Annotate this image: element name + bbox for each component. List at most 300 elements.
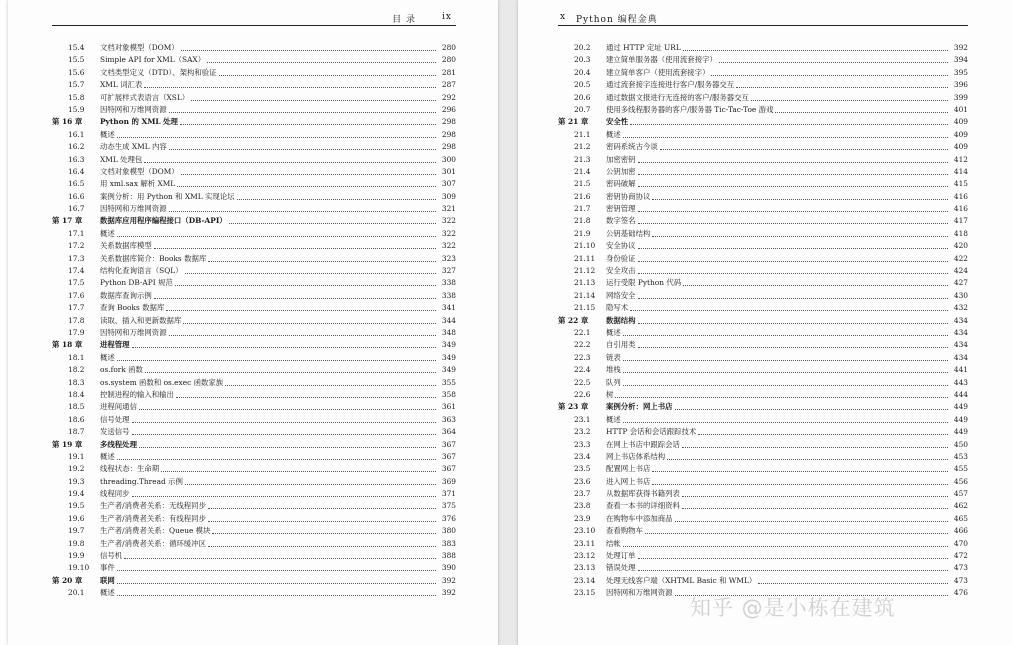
- toc-entry-title: 在购物车中添加商品: [606, 513, 673, 523]
- toc-leader-dots: [132, 339, 436, 348]
- toc-entry-page: 392: [953, 43, 968, 52]
- toc-leader-dots: [169, 141, 436, 150]
- right-header-page-number: x: [560, 12, 567, 22]
- toc-entry-page: 322: [441, 228, 456, 238]
- toc-leader-dots: [683, 277, 948, 286]
- toc-entry-page: 298: [441, 117, 456, 127]
- right-header-title: Python 编程金典: [576, 15, 658, 25]
- toc-section-entry: [558, 525, 968, 537]
- toc-leader-dots: [229, 215, 436, 224]
- toc-entry-title: 概述: [606, 327, 621, 337]
- toc-leader-dots: [675, 513, 948, 522]
- toc-section-entry: [558, 513, 968, 525]
- toc-leader-dots: [181, 166, 436, 175]
- toc-entry-title: 网络安全: [606, 290, 636, 300]
- toc-section-entry: [52, 67, 456, 79]
- toc-entry-page: 456: [953, 476, 968, 486]
- toc-chapter-entry: [558, 315, 968, 327]
- toc-entry-number: 19.5: [68, 501, 85, 511]
- toc-leader-dots: [169, 203, 436, 212]
- toc-entry-number: 16.2: [68, 142, 85, 152]
- toc-entry-number: 19.8: [68, 538, 85, 548]
- toc-entry-number: 21.8: [574, 216, 591, 226]
- toc-leader-dots: [191, 92, 436, 101]
- left-header-title: 目 录: [392, 15, 416, 25]
- toc-entry-number: 19.1: [68, 451, 85, 461]
- toc-entry-title: os.fork 函数: [100, 365, 143, 375]
- toc-entry-title: 生产者/消费者关系：Queue 模块: [100, 526, 211, 536]
- toc-entry-page: 322: [441, 241, 456, 251]
- toc-leader-dots: [208, 513, 436, 522]
- toc-entry-title: 文档对象模型（DOM）: [100, 166, 179, 176]
- toc-entry-title: 信号机: [100, 551, 123, 561]
- toc-entry-page: 444: [953, 389, 968, 399]
- toc-entry-page: 443: [953, 377, 968, 387]
- toc-entry-page: 409: [953, 117, 968, 127]
- toc-entry-number: 21.2: [574, 142, 591, 152]
- toc-leader-dots: [719, 54, 948, 63]
- toc-entry-number: 21.6: [574, 191, 591, 201]
- toc-entry-page: 392: [441, 575, 456, 585]
- toc-entry-title: 案例分析：用 Python 和 XML 实现论坛: [100, 191, 235, 201]
- toc-leader-dots: [166, 302, 436, 311]
- toc-entry-page: 414: [953, 166, 968, 176]
- toc-entry-number: 19.9: [68, 551, 85, 561]
- toc-entry-title: 生产者/消费者关系：无线程同步: [100, 501, 206, 511]
- toc-entry-title: 网上书店体系结构: [606, 451, 666, 461]
- toc-section-entry: [52, 79, 456, 91]
- toc-entry-number: 20.6: [574, 92, 591, 102]
- toc-entry-page: 476: [953, 588, 968, 598]
- toc-entry-title: 密码破解: [606, 179, 636, 189]
- toc-leader-dots: [169, 104, 436, 113]
- toc-section-entry: [52, 463, 456, 475]
- toc-entry-title: 因特网和万维网资源: [100, 104, 167, 114]
- toc-leader-dots: [623, 414, 948, 423]
- toc-entry-page: 327: [441, 266, 456, 276]
- toc-entry-number: 22.4: [574, 365, 591, 375]
- toc-entry-number: 18.5: [68, 402, 85, 412]
- toc-section-entry: [52, 203, 456, 215]
- toc-section-entry: [52, 290, 456, 302]
- toc-section-entry: [558, 562, 968, 574]
- toc-entry-page: 430: [953, 290, 968, 300]
- toc-leader-dots: [161, 463, 436, 472]
- toc-section-entry: [558, 129, 968, 141]
- toc-leader-dots: [652, 463, 948, 472]
- toc-leader-dots: [652, 228, 948, 237]
- toc-entry-number: 22.6: [574, 389, 591, 399]
- toc-section-entry: [558, 277, 968, 289]
- toc-section-entry: [52, 513, 456, 525]
- toc-entry-page: 280: [441, 43, 456, 52]
- toc-entry-title: 案例分析：网上书店: [606, 402, 673, 412]
- toc-entry-page: 453: [953, 451, 968, 461]
- toc-leader-dots: [682, 439, 948, 448]
- toc-entry-page: 434: [953, 327, 968, 337]
- toc-leader-dots: [207, 54, 436, 63]
- right-page: [518, 0, 1013, 645]
- toc-entry-page: 349: [441, 352, 456, 362]
- toc-leader-dots: [208, 538, 436, 547]
- toc-entry-number: 19.4: [68, 489, 85, 499]
- toc-leader-dots: [117, 228, 436, 237]
- toc-entry-page: 470: [953, 538, 968, 548]
- toc-leader-dots: [660, 141, 948, 150]
- toc-entry-page: 422: [953, 253, 968, 263]
- right-toc-list: [558, 42, 968, 600]
- toc-entry-page: 371: [441, 489, 456, 499]
- toc-entry-title: 树: [606, 389, 614, 399]
- toc-leader-dots: [177, 178, 436, 187]
- toc-section-entry: [52, 352, 456, 364]
- toc-leader-dots: [638, 562, 948, 571]
- toc-entry-title: XML 处理包: [100, 154, 143, 164]
- toc-entry-page: 449: [953, 414, 968, 424]
- toc-entry-title: 事件: [100, 563, 115, 573]
- toc-entry-title: 通过数据文报进行无连接的客户/服务器交互: [606, 92, 749, 102]
- toc-entry-title: 密钥管理: [606, 204, 636, 214]
- toc-leader-dots: [630, 302, 948, 311]
- toc-entry-title: 查看购物车: [606, 526, 643, 536]
- toc-leader-dots: [638, 240, 948, 249]
- toc-leader-dots: [117, 129, 436, 138]
- toc-entry-page: 412: [953, 154, 968, 164]
- toc-section-entry: [558, 476, 968, 488]
- toc-entry-title: 概述: [100, 451, 115, 461]
- toc-entry-number: 16.4: [68, 166, 85, 176]
- toc-entry-title: 从数据库获得书籍列表: [606, 489, 680, 499]
- toc-entry-number: 22.2: [574, 340, 591, 350]
- toc-leader-dots: [132, 414, 436, 423]
- toc-entry-page: 369: [441, 476, 456, 486]
- toc-entry-page: 401: [953, 104, 968, 114]
- toc-entry-number: 第 22 章: [558, 315, 589, 325]
- toc-entry-title: 概述: [606, 129, 621, 139]
- toc-leader-dots: [132, 426, 436, 435]
- toc-entry-title: 发送信号: [100, 427, 130, 437]
- toc-leader-dots: [208, 500, 436, 509]
- toc-section-entry: [558, 228, 968, 240]
- toc-entry-number: 20.5: [574, 80, 591, 90]
- toc-entry-number: 第 16 章: [52, 117, 83, 127]
- toc-entry-number: 16.7: [68, 204, 85, 214]
- toc-entry-number: 18.7: [68, 427, 85, 437]
- toc-leader-dots: [638, 290, 948, 299]
- toc-entry-page: 449: [953, 402, 968, 412]
- toc-entry-title: os.system 函数和 os.exec 函数家族: [100, 377, 224, 387]
- toc-section-entry: [558, 154, 968, 166]
- toc-section-entry: [558, 253, 968, 265]
- toc-section-entry: [52, 315, 456, 327]
- toc-section-entry: [52, 550, 456, 562]
- toc-entry-number: 23.4: [574, 451, 591, 461]
- toc-section-entry: [52, 178, 456, 190]
- toc-leader-dots: [775, 104, 948, 113]
- toc-leader-dots: [638, 203, 948, 212]
- toc-entry-title: 线程状态：生命期: [100, 464, 160, 474]
- toc-section-entry: [52, 277, 456, 289]
- toc-entry-page: 409: [953, 129, 968, 139]
- toc-leader-dots: [183, 315, 436, 324]
- toc-entry-page: 449: [953, 427, 968, 437]
- toc-entry-number: 第 17 章: [52, 216, 83, 226]
- toc-entry-title: Python 的 XML 处理: [100, 117, 178, 127]
- toc-entry-title: 概述: [100, 588, 115, 598]
- toc-leader-dots: [180, 116, 436, 125]
- toc-entry-number: 17.9: [68, 327, 85, 337]
- toc-entry-number: 19.3: [68, 476, 85, 486]
- toc-leader-dots: [675, 401, 948, 410]
- toc-leader-dots: [638, 550, 948, 559]
- toc-entry-title: 处理无线客户端（XHTML Basic 和 WML）: [606, 575, 757, 585]
- toc-leader-dots: [638, 166, 948, 175]
- toc-entry-page: 466: [953, 526, 968, 536]
- toc-entry-number: 21.15: [574, 303, 596, 313]
- toc-entry-title: 进程管理: [100, 340, 130, 350]
- toc-chapter-entry: [52, 439, 456, 451]
- toc-entry-title: XML 词汇表: [100, 80, 143, 90]
- toc-section-entry: [558, 302, 968, 314]
- toc-entry-number: 17.6: [68, 290, 85, 300]
- toc-entry-number: 15.6: [68, 67, 85, 77]
- toc-leader-dots: [169, 327, 436, 336]
- toc-entry-page: 341: [441, 303, 456, 313]
- toc-entry-number: 20.2: [574, 43, 591, 52]
- toc-section-entry: [558, 54, 968, 66]
- toc-entry-title: 进程间通信: [100, 402, 137, 412]
- toc-entry-number: 23.15: [574, 588, 596, 598]
- toc-entry-page: 348: [441, 327, 456, 337]
- toc-entry-title: 生产者/消费者关系：循环缓冲区: [100, 538, 206, 548]
- toc-entry-number: 19.2: [68, 464, 85, 474]
- toc-chapter-entry: [52, 116, 456, 128]
- left-page-header: [52, 10, 456, 26]
- toc-leader-dots: [132, 488, 436, 497]
- left-header-page-number: ix: [442, 12, 452, 22]
- toc-section-entry: [558, 463, 968, 475]
- toc-leader-dots: [154, 290, 436, 299]
- toc-entry-page: 307: [441, 179, 456, 189]
- toc-entry-title: 文档类型定义（DTD）、架构和验证: [100, 67, 217, 77]
- toc-entry-page: 338: [441, 278, 456, 288]
- toc-entry-title: 自引用类: [606, 340, 636, 350]
- toc-section-entry: [558, 389, 968, 401]
- toc-entry-page: 375: [441, 501, 456, 511]
- toc-leader-dots: [652, 476, 948, 485]
- toc-entry-page: 361: [441, 402, 456, 412]
- toc-entry-title: 密码系统古今谈: [606, 142, 658, 152]
- toc-entry-page: 388: [441, 551, 456, 561]
- toc-entry-title: 结构化查询语言（SQL）: [100, 266, 183, 276]
- toc-entry-title: 数据结构: [606, 315, 636, 325]
- toc-entry-page: 473: [953, 575, 968, 585]
- toc-entry-title: 安全攻击: [606, 266, 636, 276]
- toc-entry-number: 15.5: [68, 55, 85, 65]
- toc-entry-page: 465: [953, 513, 968, 523]
- toc-entry-title: threading.Thread 示例: [100, 476, 183, 486]
- toc-leader-dots: [638, 253, 948, 262]
- toc-leader-dots: [144, 79, 436, 88]
- toc-entry-page: 363: [441, 414, 456, 424]
- toc-leader-dots: [154, 240, 436, 249]
- toc-leader-dots: [219, 67, 436, 76]
- toc-entry-title: 链表: [606, 352, 621, 362]
- toc-section-entry: [52, 240, 456, 252]
- toc-leader-dots: [212, 525, 436, 534]
- toc-leader-dots: [683, 42, 948, 51]
- toc-leader-dots: [698, 426, 948, 435]
- toc-entry-title: 密钥协商协议: [606, 191, 651, 201]
- toc-entry-page: 472: [953, 551, 968, 561]
- toc-entry-title: 公钥基础结构: [606, 228, 651, 238]
- toc-entry-title: 生产者/消费者关系：有线程同步: [100, 513, 206, 523]
- toc-entry-page: 418: [953, 228, 968, 238]
- toc-entry-page: 292: [441, 92, 456, 102]
- toc-entry-page: 409: [953, 142, 968, 152]
- toc-entry-title: 队列: [606, 377, 621, 387]
- toc-entry-number: 19.6: [68, 513, 85, 523]
- toc-entry-page: 473: [953, 563, 968, 573]
- toc-entry-page: 416: [953, 204, 968, 214]
- toc-section-entry: [52, 426, 456, 438]
- toc-entry-page: 338: [441, 290, 456, 300]
- toc-section-entry: [52, 154, 456, 166]
- toc-leader-dots: [682, 500, 948, 509]
- toc-entry-title: 配置网上书店: [606, 464, 651, 474]
- toc-leader-dots: [638, 339, 948, 348]
- toc-section-entry: [52, 562, 456, 574]
- toc-entry-title: 因特网和万维网资源: [100, 327, 167, 337]
- toc-entry-title: 查看一本书的详细资料: [606, 501, 680, 511]
- toc-entry-title: 处理订单: [606, 551, 636, 561]
- toc-entry-title: 通过流套接字连接进行客户/服务器交互: [606, 80, 735, 90]
- toc-entry-title: 因特网和万维网资源: [100, 204, 167, 214]
- page-gutter: [498, 0, 518, 645]
- toc-section-entry: [558, 141, 968, 153]
- toc-entry-number: 17.8: [68, 315, 85, 325]
- toc-entry-number: 15.4: [68, 43, 85, 52]
- toc-section-entry: [52, 401, 456, 413]
- toc-entry-page: 427: [953, 278, 968, 288]
- toc-entry-title: 用 xml.sax 解析 XML: [100, 179, 176, 189]
- toc-section-entry: [52, 265, 456, 277]
- toc-entry-number: 23.12: [574, 551, 596, 561]
- toc-section-entry: [52, 500, 456, 512]
- toc-entry-title: 概述: [100, 352, 115, 362]
- toc-entry-title: 可扩展样式表语言（XSL）: [100, 92, 190, 102]
- toc-leader-dots: [758, 575, 948, 584]
- toc-entry-number: 15.7: [68, 80, 85, 90]
- toc-section-entry: [52, 104, 456, 116]
- toc-section-entry: [558, 377, 968, 389]
- toc-entry-page: 383: [441, 538, 456, 548]
- toc-entry-number: 20.7: [574, 104, 591, 114]
- toc-entry-page: 455: [953, 464, 968, 474]
- toc-section-entry: [558, 414, 968, 426]
- toc-entry-title: 概述: [100, 228, 115, 238]
- toc-entry-number: 17.5: [68, 278, 85, 288]
- toc-entry-number: 23.11: [574, 538, 596, 548]
- toc-entry-title: 加密密钥: [606, 154, 636, 164]
- toc-section-entry: [558, 191, 968, 203]
- toc-section-entry: [558, 265, 968, 277]
- toc-entry-number: 16.3: [68, 154, 85, 164]
- left-page: [8, 0, 498, 645]
- toc-leader-dots: [208, 253, 436, 262]
- toc-leader-dots: [623, 377, 948, 386]
- toc-section-entry: [52, 451, 456, 463]
- toc-entry-page: 399: [953, 92, 968, 102]
- left-toc-list: [52, 42, 456, 600]
- toc-section-entry: [558, 92, 968, 104]
- toc-entry-number: 23.10: [574, 526, 596, 536]
- toc-leader-dots: [652, 191, 948, 200]
- toc-entry-number: 20.4: [574, 67, 591, 77]
- toc-entry-page: 280: [441, 55, 456, 65]
- toc-chapter-entry: [558, 401, 968, 413]
- toc-entry-title: 信号处理: [100, 414, 130, 424]
- toc-entry-number: 15.8: [68, 92, 85, 102]
- toc-section-entry: [558, 67, 968, 79]
- toc-entry-number: 18.4: [68, 389, 85, 399]
- toc-section-entry: [52, 377, 456, 389]
- toc-section-entry: [558, 215, 968, 227]
- toc-entry-title: 使用多线程服务器的客户/服务器 Tic-Tac-Toe 游戏: [606, 104, 774, 114]
- toc-entry-page: 392: [441, 588, 456, 598]
- toc-leader-dots: [623, 538, 948, 547]
- toc-entry-page: 364: [441, 427, 456, 437]
- toc-leader-dots: [124, 550, 436, 559]
- toc-entry-page: 281: [441, 67, 456, 77]
- toc-entry-page: 395: [953, 67, 968, 77]
- toc-entry-number: 22.1: [574, 327, 591, 337]
- toc-section-entry: [558, 290, 968, 302]
- toc-leader-dots: [117, 575, 436, 584]
- toc-entry-title: 建立简单客户（使用流套接字）: [606, 67, 710, 77]
- toc-entry-title: 数据库查询示例: [100, 290, 152, 300]
- toc-chapter-entry: [52, 575, 456, 587]
- toc-entry-page: 367: [441, 464, 456, 474]
- toc-leader-dots: [630, 116, 948, 125]
- toc-entry-number: 22.3: [574, 352, 591, 362]
- toc-leader-dots: [638, 315, 948, 324]
- toc-leader-dots: [645, 525, 948, 534]
- toc-entry-number: 23.13: [574, 563, 596, 573]
- toc-entry-title: 安全协议: [606, 241, 636, 251]
- toc-entry-page: 358: [441, 389, 456, 399]
- toc-leader-dots: [175, 277, 436, 286]
- toc-entry-number: 第 23 章: [558, 402, 589, 412]
- toc-entry-title: Python DB-API 规范: [100, 278, 173, 288]
- toc-entry-title: 文档对象模型（DOM）: [100, 43, 179, 52]
- toc-entry-number: 第 19 章: [52, 439, 83, 449]
- toc-entry-page: 298: [441, 142, 456, 152]
- toc-leader-dots: [139, 401, 436, 410]
- toc-leader-dots: [623, 364, 948, 373]
- toc-leader-dots: [615, 389, 948, 398]
- toc-entry-page: 298: [441, 129, 456, 139]
- toc-section-entry: [52, 389, 456, 401]
- toc-entry-number: 16.6: [68, 191, 85, 201]
- toc-section-entry: [52, 191, 456, 203]
- toc-entry-page: 296: [441, 104, 456, 114]
- toc-entry-page: 322: [441, 216, 456, 226]
- toc-entry-page: 416: [953, 191, 968, 201]
- toc-entry-title: 概述: [606, 414, 621, 424]
- toc-section-entry: [558, 352, 968, 364]
- toc-section-entry: [52, 364, 456, 376]
